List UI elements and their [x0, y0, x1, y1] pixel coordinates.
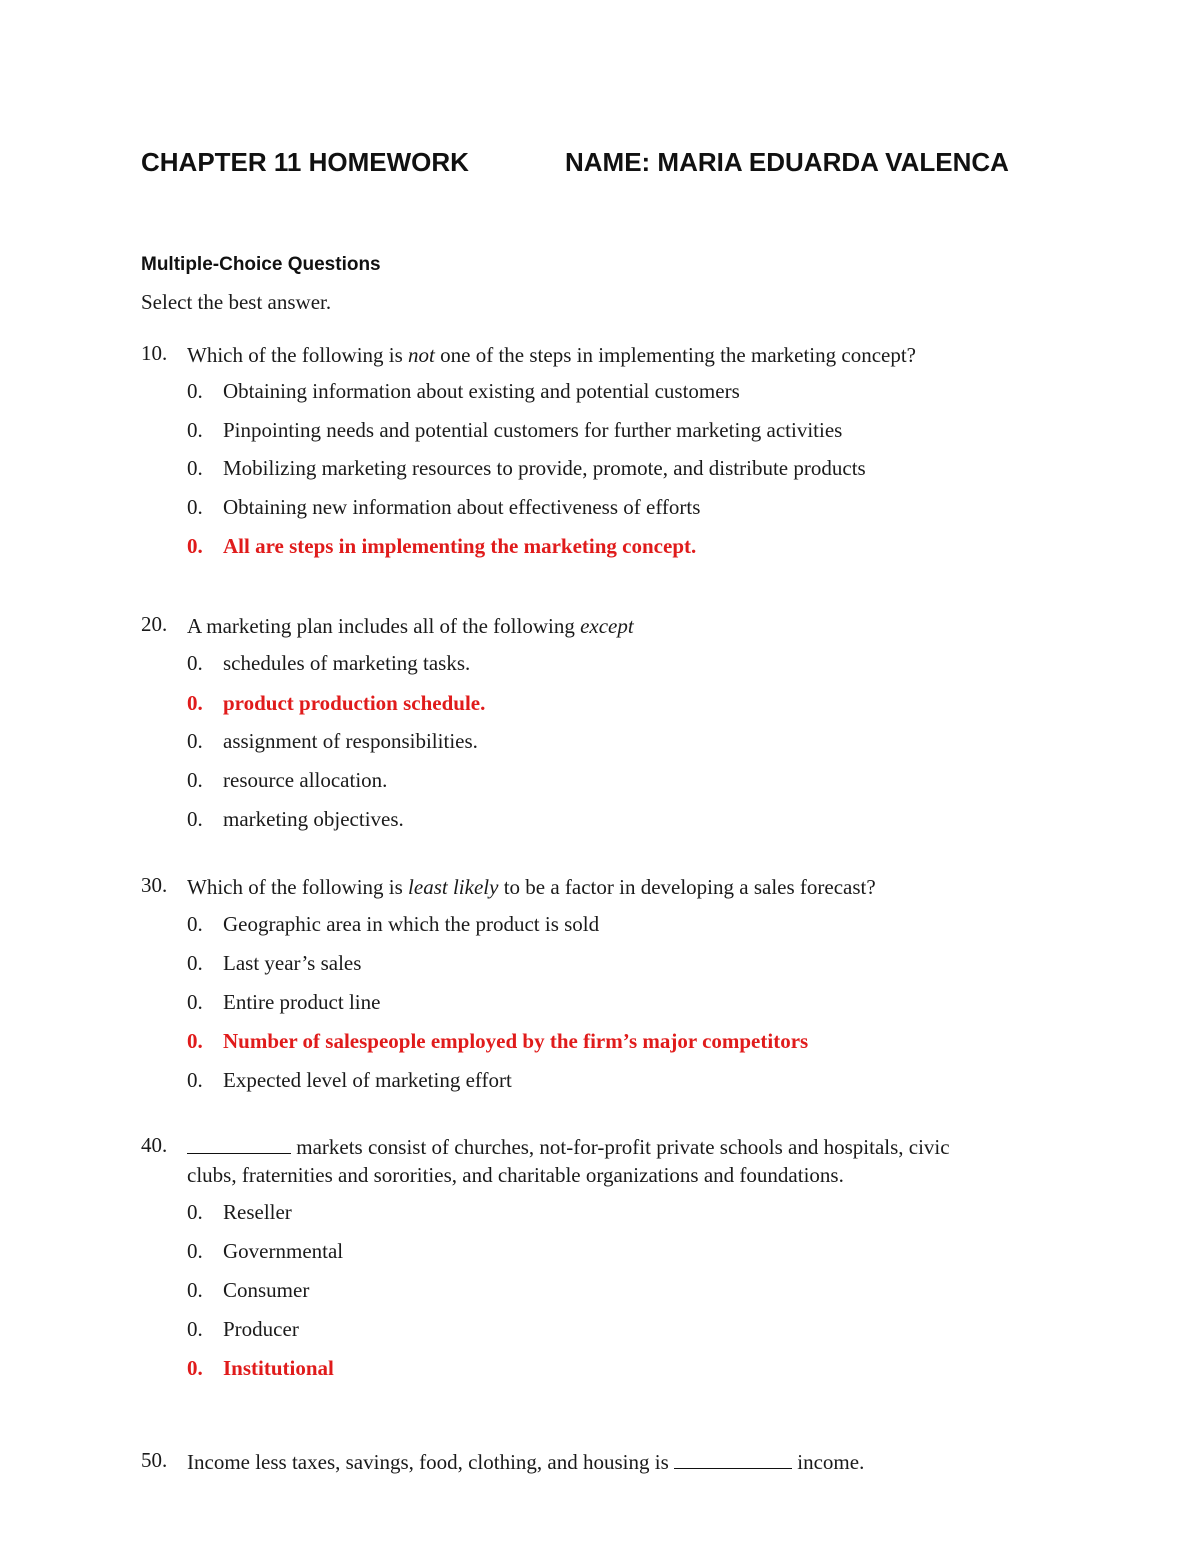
option-text: All are steps in implementing the marketing concept.: [223, 534, 697, 558]
option-marker: 0.: [187, 534, 203, 558]
option-marker: 0.: [187, 729, 203, 753]
option-text: schedules of marketing tasks.: [223, 651, 471, 675]
option-marker: 0.: [187, 990, 203, 1014]
question-text-part: clubs, fraternities and sororities, and charitable organizations and foundations.: [187, 1163, 844, 1187]
option-marker: 0.: [187, 418, 203, 442]
option-text: Geographic area in which the product is sold: [223, 912, 600, 936]
question-number: 10.: [141, 341, 168, 365]
option-marker: 0.: [187, 768, 203, 792]
option-marker: 0.: [187, 1200, 203, 1224]
question-emphasis: not: [408, 343, 435, 367]
option-text: Reseller: [223, 1200, 292, 1224]
homework-title: CHAPTER 11 HOMEWORK: [141, 147, 469, 177]
question-text: [187, 1133, 1047, 1189]
option-text: marketing objectives.: [223, 807, 404, 831]
question-text-part: Which of the following is: [187, 875, 409, 899]
option-text: Pinpointing needs and potential customers for further marketing activities: [223, 418, 843, 442]
option-text: Obtaining new information about effectiveness of efforts: [223, 495, 701, 519]
option-text: Mobilizing marketing resources to provide, promote, and distribute products: [223, 456, 866, 480]
option-marker: 0.: [187, 807, 203, 831]
option-marker: 0.: [187, 1029, 203, 1053]
option-marker: 0.: [187, 456, 203, 480]
option-text: Consumer: [223, 1278, 310, 1302]
option-text: Entire product line: [223, 990, 381, 1014]
question-text: [187, 612, 1047, 640]
option-marker: 0.: [187, 1068, 203, 1092]
option-marker: 0.: [187, 1356, 203, 1380]
question-number: 30.: [141, 873, 168, 897]
option-text: Last year’s sales: [223, 951, 362, 975]
option-text: Expected level of marketing effort: [223, 1068, 512, 1092]
question-text: [187, 341, 1047, 369]
option-text: product production schedule.: [223, 691, 486, 715]
option-marker: 0.: [187, 379, 203, 403]
option-marker: 0.: [187, 951, 203, 975]
option-marker: 0.: [187, 651, 203, 675]
question-text: [187, 1448, 1047, 1476]
fill-in-blank: [187, 1133, 291, 1154]
instructions: Select the best answer.: [141, 290, 332, 314]
question-text-part: one of the steps in implementing the marketing concept?: [434, 343, 917, 367]
option-text: resource allocation.: [223, 768, 388, 792]
option-text: Obtaining information about existing and potential customers: [223, 379, 740, 403]
option-marker: 0.: [187, 1278, 203, 1302]
question-text-part: to be a factor in developing a sales forecast?: [498, 875, 876, 899]
option-marker: 0.: [187, 912, 203, 936]
option-marker: 0.: [187, 495, 203, 519]
question-emphasis: least likely: [408, 875, 499, 899]
question-text-part: Which of the following is: [187, 343, 409, 367]
option-text: Number of salespeople employed by the firm’s major competitors: [223, 1029, 809, 1053]
question-text: [187, 873, 1047, 901]
question-number: 20.: [141, 612, 168, 636]
question-number: 40.: [141, 1133, 168, 1157]
section-heading: Multiple-Choice Questions: [141, 254, 381, 275]
option-text: assignment of responsibilities.: [223, 729, 478, 753]
question-text-part: A marketing plan includes all of the following: [187, 614, 581, 638]
option-text: Institutional: [223, 1356, 334, 1380]
question-text-part: Income less taxes, savings, food, clothing, and housing is: [187, 1450, 675, 1474]
fill-in-blank: [674, 1448, 792, 1469]
option-marker: 0.: [187, 1239, 203, 1263]
option-text: Governmental: [223, 1239, 344, 1263]
question-text-part: markets consist of churches, not-for-profit private schools and hospitals, civic: [291, 1135, 950, 1159]
question-text-part: income.: [792, 1450, 865, 1474]
student-name: NAME: MARIA EDUARDA VALENCA: [565, 147, 1009, 177]
option-marker: 0.: [187, 1317, 203, 1341]
option-text: Producer: [223, 1317, 299, 1341]
question-number: 50.: [141, 1448, 168, 1472]
option-marker: 0.: [187, 691, 203, 715]
question-emphasis: except: [580, 614, 634, 638]
